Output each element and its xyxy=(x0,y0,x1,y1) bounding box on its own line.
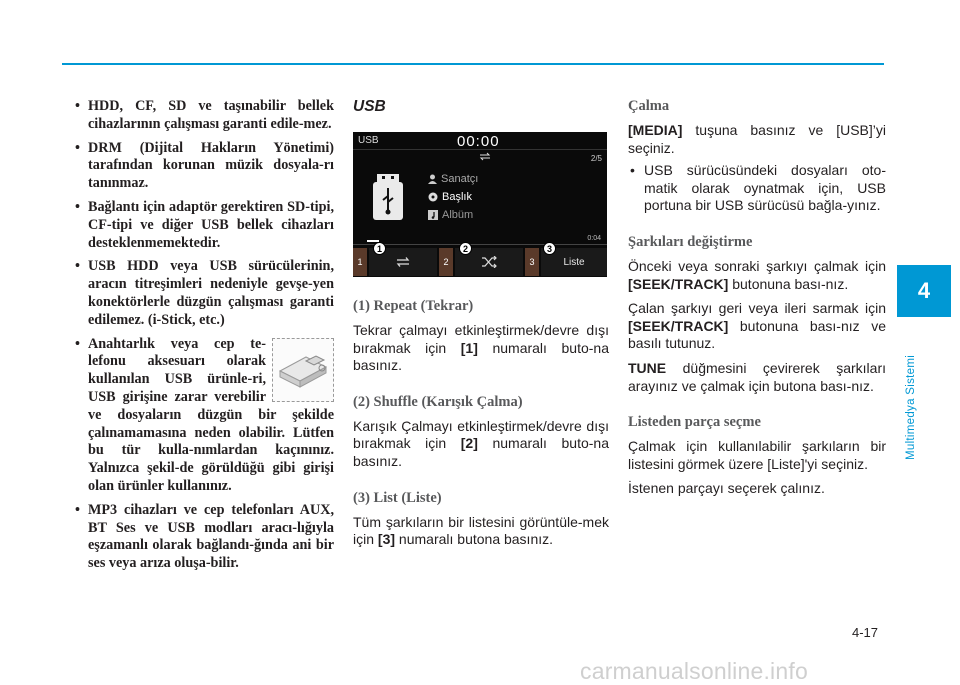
artist-name: Sanatçı xyxy=(441,173,479,185)
shuffle-heading: (2) Shuffle (Karışık Çalma) xyxy=(353,393,523,410)
usb-screen xyxy=(353,132,607,277)
song-title: Başlık xyxy=(442,191,472,203)
list-section xyxy=(353,490,609,549)
shuffle-icon xyxy=(481,256,497,268)
music-disc-icon xyxy=(428,192,438,202)
usb-stick-image xyxy=(272,338,334,402)
list-item: • Bağlantı için adaptör gerektiren SD-tipi, CF-tipi ve diğer USB bellek cihazları desteklenmemektedir. xyxy=(72,199,334,252)
list-select-text-2: İstenen parçayı seçerek çalınız. xyxy=(628,480,825,497)
repeat-section xyxy=(353,298,609,375)
progress-bar xyxy=(353,244,607,245)
play-list xyxy=(628,162,886,215)
list-select-heading: Listeden parça seçme xyxy=(628,414,761,431)
top-rule xyxy=(62,63,884,65)
album-icon xyxy=(428,210,438,220)
callout-2: 2 xyxy=(459,242,472,255)
list-button[interactable]: Liste xyxy=(541,248,607,276)
shuffle-text: Karışık Çalmayı etkinleştirmek/devre dışı bırakmak için [2] numaralı buto-na basınız. xyxy=(353,417,609,469)
column-2 xyxy=(353,98,609,549)
play-heading: Çalma xyxy=(628,98,670,114)
track-count: 2/5 xyxy=(590,154,602,163)
chapter-title: Multimedya Sistemi xyxy=(905,354,917,460)
artist-row xyxy=(428,173,478,185)
title-row xyxy=(428,191,472,203)
change-heading: Şarkıları değiştirme xyxy=(628,233,753,250)
screen-source-label: USB xyxy=(358,135,379,146)
callout-1: 1 xyxy=(373,242,386,255)
list-select-text-1: Çalmak için kullanılabilir şarkıların bir listesini görmek üzere [Liste]'yi seçiniz. xyxy=(628,438,886,472)
button-number-2: 2 xyxy=(439,248,453,276)
list-item: • HDD, CF, SD ve taşınabilir bellek cihazlarının çalışması garanti edile-mez. xyxy=(72,98,334,134)
repeat-heading: (1) Repeat (Tekrar) xyxy=(353,298,474,314)
list-item: • USB sürücüsündeki dosyaları oto-matik olarak oynatmak için, USB portuna bir USB sürücüsü bağla-yınız. xyxy=(628,162,886,215)
section-title: USB xyxy=(353,98,386,115)
change-text-3: TUNE düğmesini çevirerek şarkıları arayınız ve çalmak için butona bası-nız. xyxy=(628,359,886,394)
album-row xyxy=(428,209,473,221)
repeat-text: Tekrar çalmayı etkinleştirmek/devre dışı bırakmak için [1] numaralı buto-na basınız. xyxy=(353,322,609,374)
column-1 xyxy=(72,98,334,579)
track-duration: 0:04 xyxy=(587,235,601,242)
list-item xyxy=(72,336,334,496)
usb-stick-icon xyxy=(276,349,330,391)
watermark: carmanualsonline.info xyxy=(580,658,808,684)
shuffle-section xyxy=(353,394,609,471)
list-heading: (3) List (Liste) xyxy=(353,489,442,506)
list-item: • DRM (Dijital Hakların Yönetimi) tarafından korunan müzik dosyala-rı tanınmaz. xyxy=(72,140,334,193)
list-item: • MP3 cihazları ve cep telefonları AUX, BT Ses ve USB modları aracı-lığıyla eşzamanlı olarak bağlandı-ğında ani bir ses veya arıza oluşa-bilir. xyxy=(72,502,334,573)
page-number: 4-17 xyxy=(852,625,879,640)
list-item-text: Anahtarlık veya cep te-lefonu aksesuarı olarak kullanılan USB ürünle-ri, USB girişine zarar verebilir ve dosyaların düzgün bir şekilde çalınamamasına neden olabilir. Lütfen bu tür kulla-nımlardan kaçınınız. Yalnızca şekil-de görüldüğü gibi girişi olan ürünler kullanınız. xyxy=(88,335,334,494)
list-item: • USB HDD veya USB sürücülerinin, aracın titreşimleri nedeniyle gevşe-yen konektörlerle düzgün çalışması garanti edilemez. (i-Stick, etc.) xyxy=(72,258,334,329)
list-text: Tüm şarkıların bir listesini görüntüle-mek için [3] numaralı butona basınız. xyxy=(353,513,609,548)
chapter-number-tab: 4 xyxy=(897,265,951,317)
caution-list xyxy=(72,98,334,573)
repeat-icon xyxy=(395,256,411,268)
repeat-status-icon xyxy=(479,152,491,161)
change-text-1: Önceki veya sonraki şarkıyı çalmak için [SEEK/TRACK] butonuna bası-nız. xyxy=(628,257,886,292)
play-text: [MEDIA] tuşuna basınız ve [USB]’yi seçiniz. xyxy=(628,122,886,156)
album-name: Albüm xyxy=(442,209,474,221)
button-number-1: 1 xyxy=(353,248,367,276)
usb-album-art-icon xyxy=(373,172,403,222)
button-number-3: 3 xyxy=(525,248,539,276)
callout-3: 3 xyxy=(543,242,556,255)
person-icon xyxy=(428,174,437,184)
change-text-2: Çalan şarkıyı geri veya ileri sarmak için [SEEK/TRACK] butonuna bası-nız ve basılı tutunuz. xyxy=(628,300,886,352)
screen-time: 00:00 xyxy=(457,133,500,150)
column-3 xyxy=(628,98,886,498)
